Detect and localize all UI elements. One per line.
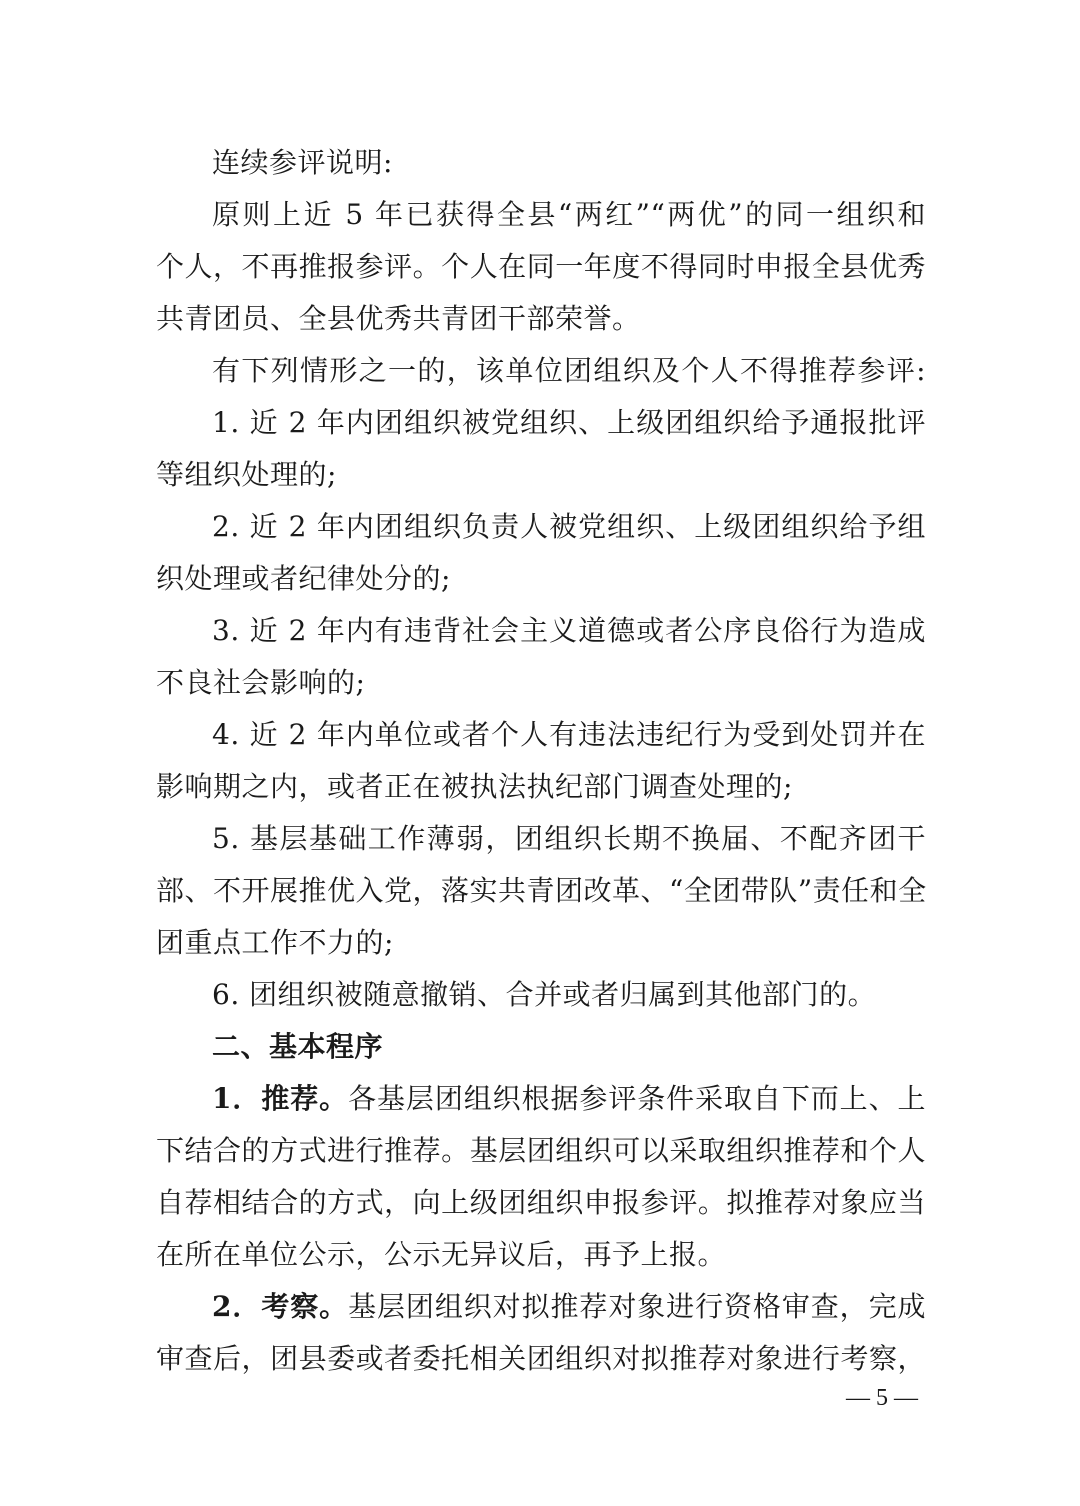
body-line: 6. 团组织被随意撤销、合并或者归属到其他部门的。 [212,978,877,1011]
body-line: 团重点工作不力的; [156,926,394,959]
page-number: — 5 — [846,1385,918,1411]
body-line: 织处理或者纪律处分的; [156,562,451,595]
body-line: 影响期之内，或者正在被执法执纪部门调查处理的; [156,770,793,803]
body-line: 连续参评说明: [212,146,393,179]
body-line: 共青团员、全县优秀共青团干部荣誉。 [156,302,641,335]
body-line: 1. 近 2 年内团组织被党组织、上级团组织给予通报批评 [212,406,926,439]
body-text-block [156,137,926,1021]
body-line: 原则上近 5 年已获得全县“两红”“两优”的同一组织和 [212,198,926,231]
item1-line1: 1．推荐。各基层团组织根据参评条件采取自下而上、上 [212,1082,926,1115]
item1-line2: 下结合的方式进行推荐。基层团组织可以采取组织推荐和个人 [156,1134,926,1167]
body-line: 等组织处理的; [156,458,337,491]
body-line: 不良社会影响的; [156,666,366,699]
body-line: 3. 近 2 年内有违背社会主义道德或者公序良俗行为造成 [212,614,926,647]
body-line: 部、不开展推优入党，落实共青团改革、“全团带队”责任和全 [156,874,927,907]
section-heading: 二、基本程序 [212,1030,384,1063]
item2-line2: 审查后，团县委或者委托相关团组织对拟推荐对象进行考察， [156,1342,926,1375]
item1-line4: 在所在单位公示，公示无异议后，再予上报。 [156,1238,727,1271]
body-line: 5. 基层基础工作薄弱，团组织长期不换届、不配齐团干 [212,822,926,855]
body-line: 2. 近 2 年内团组织负责人被党组织、上级团组织给予组 [212,510,926,543]
item2-label: 2．考察。 [212,1290,349,1323]
body-line: 个人，不再推报参评。个人在同一年度不得同时申报全县优秀 [156,250,926,283]
item1-label: 1．推荐。 [212,1082,349,1115]
item2-line1: 2．考察。基层团组织对拟推荐对象进行资格审查，完成 [212,1290,926,1323]
document-page [156,137,926,1385]
item1-line3: 自荐相结合的方式，向上级团组织申报参评。拟推荐对象应当 [156,1186,926,1219]
body-line: 有下列情形之一的，该单位团组织及个人不得推荐参评: [212,354,926,387]
body-line: 4. 近 2 年内单位或者个人有违法违纪行为受到处罚并在 [212,718,926,751]
